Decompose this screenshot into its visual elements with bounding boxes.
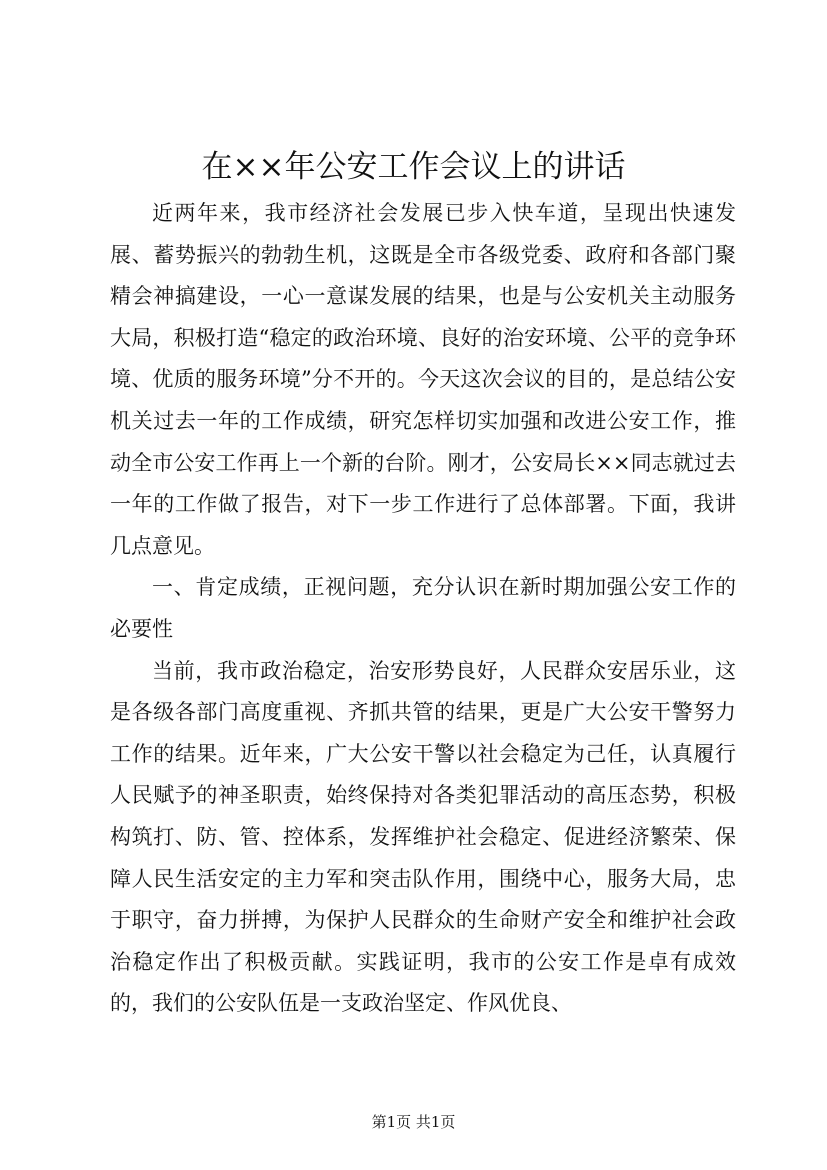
- document-body: [110, 193, 736, 1025]
- paragraph-current-situation: 当前，我市政治稳定，治安形势良好，人民群众安居乐业，这是各级各部门高度重视、齐抓共管的结果，更是广大公安干警努力工作的结果。近年来，广大公安干警以社会稳定为己任，认真履行人民赋予的神圣职责，始终保持对各类犯罪活动的高压态势，积极构筑打、防、管、控体系，发挥维护社会稳定、促进经济繁荣、保障人民生活安定的主力军和突击队作用，围绕中心，服务大局，忠于职守，奋力拼搏，为保护人民群众的生命财产安全和维护社会政治稳定作出了积极贡献。实践证明，我市的公安工作是卓有成效的，我们的公安队伍是一支政治坚定、作风优良、: [110, 658, 736, 1016]
- paragraph-intro: 近两年来，我市经济社会发展已步入快车道，呈现出快速发展、蓄势振兴的勃勃生机，这既是全市各级党委、政府和各部门聚精会神搞建设，一心一意谋发展的结果，也是与公安机关主动服务大局，积极打造“稳定的政治环境、良好的治安环境、公平的竞争环境、优质的服务环境”分不开的。今天这次会议的目的，是总结公安机关过去一年的工作成绩，研究怎样切实加强和改进公安工作，推动全市公安工作再上一个新的台阶。刚才，公安局长××同志就过去一年的工作做了报告，对下一步工作进行了总体部署。下面，我讲几点意见。: [110, 201, 736, 558]
- page-footer: 第1页 共1页: [371, 1113, 456, 1131]
- document-title: 在××年公安工作会议上的讲话: [201, 149, 626, 185]
- paragraph-section-heading: 一、肯定成绩，正视问题，充分认识在新时期加强公安工作的必要性: [110, 575, 736, 641]
